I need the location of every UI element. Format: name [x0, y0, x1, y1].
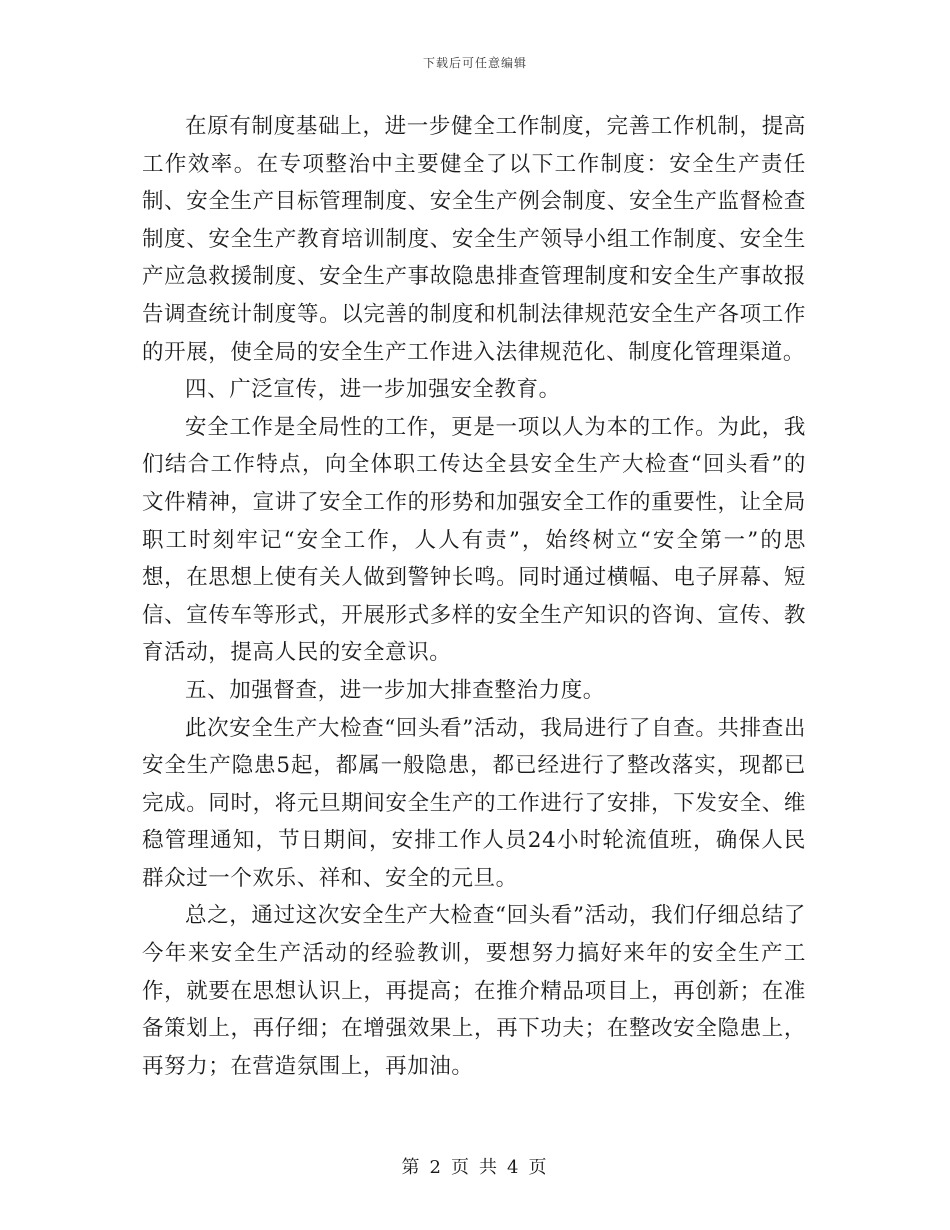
page-number-footer [0, 1153, 950, 1179]
page-header-note: 下载后可任意编辑 [422, 56, 527, 70]
page-prefix: 第 [401, 1157, 422, 1178]
total-prefix: 共 [479, 1157, 499, 1178]
section-heading-supervision: 五、加强督查，进一步加大排查整治力度。 [185, 677, 605, 703]
paragraph-supervision: 此次安全生产大检查“回头看”活动，我局进行了自查。共排查出安全生产隐患5起，都属一般隐患，都已经进行了整改落实，现都已完成。同时，将元旦期间安全生产的工作进行了安排，下发安全、维稳管理通知，节日期间，安排工作人员24小时轮流值班，确保人民群众过一个欢乐、祥和、安全的元旦。 [142, 715, 806, 891]
total-suffix: 页 [528, 1157, 549, 1178]
total-pages-number: 4 [507, 1157, 521, 1178]
section-heading-publicity: 四、广泛宣传，进一步加强安全教育。 [185, 377, 561, 403]
paragraph-system-building: 在原有制度基础上，进一步健全工作制度，完善工作机制，提高工作效率。在专项整治中主要健全了以下工作制度：安全生产责任制、安全生产目标管理制度、安全生产例会制度、安全生产监督检查制度、安全生产教育培训制度、安全生产领导小组工作制度、安全生产应急救援制度、安全生产事故隐患排查管理制度和安全生产事故报告调查统计制度等。以完善的制度和机制法律规范安全生产各项工作的开展，使全局的安全生产工作进入法律规范化、制度化管理渠道。 [142, 114, 806, 365]
current-page-number: 2 [429, 1157, 443, 1178]
document-body [142, 108, 806, 1085]
paragraph-publicity: 安全工作是全局性的工作，更是一项以人为本的工作。为此，我们结合工作特点，向全体职工传达全县安全生产大检查“回头看”的文件精神，宣讲了安全工作的形势和加强安全工作的重要性，让全局职工时刻牢记“安全工作，人人有责”，始终树立“安全第一”的思想，在思想上使有关人做到警钟长鸣。同时通过横幅、电子屏幕、短信、宣传车等形式，开展形式多样的安全生产知识的咨询、宣传、教育活动，提高人民的安全意识。 [142, 414, 806, 666]
page-suffix: 页 [451, 1157, 471, 1178]
paragraph-conclusion: 总之，通过这次安全生产大检查“回头看”活动，我们仔细总结了今年来安全生产活动的经验教训，要想努力搞好来年的安全生产工作，就要在思想认识上，再提高；在推介精品项目上，再创新；在准备策划上，再仔细；在增强效果上，再下功夫；在整改安全隐患上，再努力；在营造氛围上，再加油。 [142, 903, 806, 1079]
